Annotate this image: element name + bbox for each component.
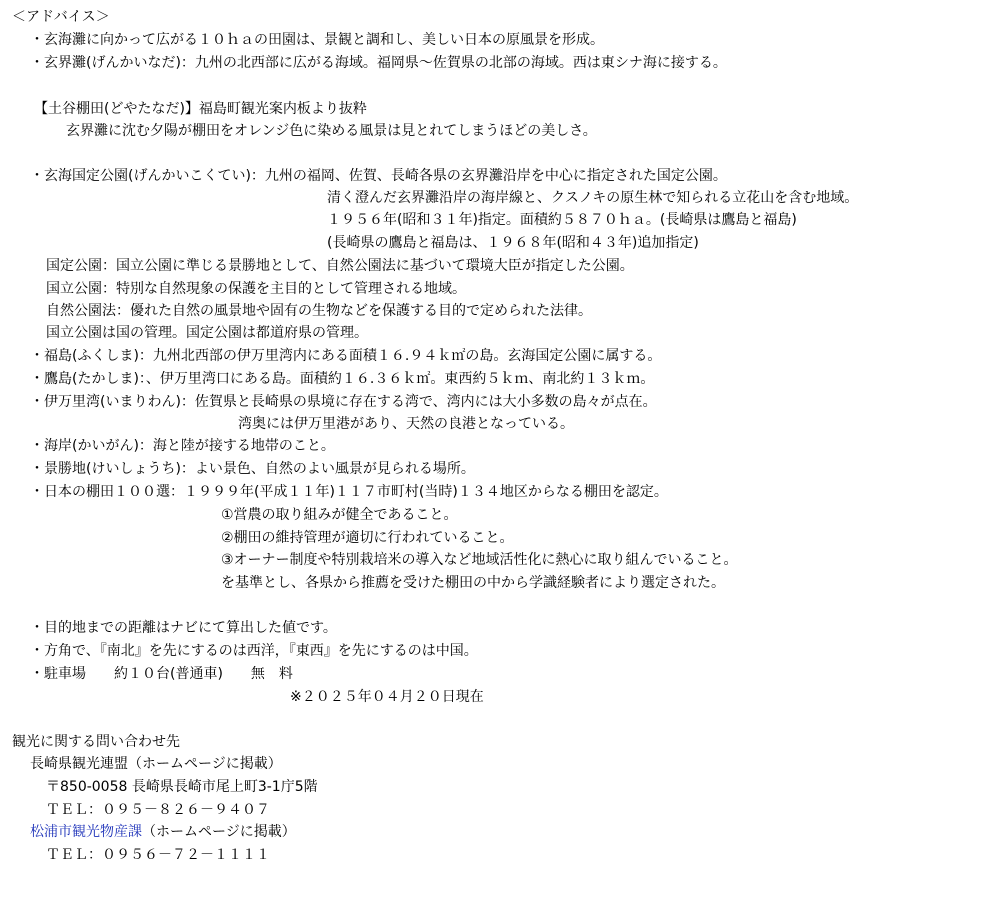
advice-heading: ＜アドバイス＞ [12, 9, 110, 25]
national-park-def: 国立公園：特別な自然現象の保護を主目的として管理される地域。 [46, 281, 466, 297]
genkai-park-line-4: (長崎県の鷹島と福島は、１９６８年(昭和４３年)追加指定) [327, 235, 699, 251]
genkai-park-line-1: ・玄海国定公園(げんかいこくてい)：九州の福岡、佐賀、長崎各県の玄界灘沿岸を中心に指定された国定公園。 [30, 168, 727, 184]
distance-note: ・目的地までの距離はナビにて算出した値です。 [30, 620, 337, 636]
quasi-national-park-def: 国定公園：国立公園に準じる景勝地として、自然公園法に基づいて環境大臣が指定した公園。 [46, 258, 634, 274]
contact-address: 〒850-0058 長崎県長崎市尾上町3-1庁5階 [46, 779, 318, 795]
contact-tel-nagasaki: ＴＥＬ：０９５－８２６－９４０７ [46, 802, 270, 818]
imari-bay-line-1: ・伊万里湾(いまりわん)：佐賀県と長崎県の県境に存在する湾で、湾内には大小多数の島々が点在。 [30, 394, 657, 410]
advice-bullet-genkainada-fields: ・玄海灘に向かって広がる１０ｈａの田園は、景観と調和し、美しい日本の原風景を形成。 [30, 32, 604, 48]
tanada-100-criterion-1: ①営農の取り組みが健全であること。 [221, 507, 458, 523]
matsuura-tourism-link[interactable]: 松浦市観光物産課 [30, 824, 142, 840]
takashima-note: ・鷹島(たかしま)：、伊万里湾口にある島。面積約１６.３６ｋ㎡。東西約５ｋｍ、南北約１３ｋｍ。 [30, 371, 655, 387]
matsuura-suffix: （ホームページに掲載） [142, 824, 296, 840]
parking-note: ・駐車場 約１０台(普通車) 無 料 [30, 666, 293, 682]
advice-bullet-genkainada: ・玄界灘(げんかいなだ)：九州の北西部に広がる海域。福岡県～佐賀県の北部の海域。西は東シナ海に接する。 [30, 55, 727, 71]
keishochi-note: ・景勝地(けいしょうち)：よい景色、自然のよい風景が見られる場所。 [30, 461, 475, 477]
fukushima-note: ・福島(ふくしま)：九州北西部の伊万里湾内にある面積１６.９４ｋ㎡の島。玄海国定公園に属する。 [30, 348, 662, 364]
tanada-100-line-5: を基準とし、各県から推薦を受けた棚田の中から学識経験者により選定された。 [221, 575, 725, 591]
kaigan-note: ・海岸(かいがん)：海と陸が接する地帯のこと。 [30, 438, 335, 454]
tanada-100-criterion-2: ②棚田の維持管理が適切に行われていること。 [221, 530, 514, 546]
contact-org-nagasaki: 長崎県観光連盟（ホームページに掲載） [30, 756, 282, 772]
quote-text: 玄界灘に沈む夕陽が棚田をオレンジ色に染める風景は見とれてしまうほどの美しさ。 [66, 123, 597, 139]
contact-org-matsuura [30, 821, 296, 843]
genkai-park-line-2: 清く澄んだ玄界灘沿岸の海岸線と、クスノキの原生林で知られる立花山を含む地域。 [327, 190, 859, 206]
park-management-note: 国立公園は国の管理。国定公園は都道府県の管理。 [46, 325, 368, 341]
contact-heading: 観光に関する問い合わせ先 [12, 734, 180, 750]
direction-note: ・方角で、『南北』を先にするのは西洋，『東西』を先にするのは中国。 [30, 643, 478, 659]
tanada-100-line-1: ・日本の棚田１００選：１９９９年(平成１１年)１１７市町村(当時)１３４地区からなる棚田を認定。 [30, 484, 668, 500]
genkai-park-line-3: １９５６年(昭和３１年)指定。面積約５８７０ｈａ。(長崎県は鷹島と福島) [327, 212, 797, 228]
tanada-100-criterion-3: ③オーナー制度や特別栽培米の導入など地域活性化に熱心に取り組んでいること。 [221, 552, 738, 568]
nature-park-law-def: 自然公園法：優れた自然の風景地や固有の生物などを保護する目的で定められた法律。 [46, 303, 592, 319]
imari-bay-line-2: 湾奥には伊万里港があり、天然の良港となっている。 [238, 416, 574, 432]
contact-tel-matsuura: ＴＥＬ：０９５６－７２－１１１１ [46, 847, 270, 863]
quote-title: 【土谷棚田(どやたなだ)】福島町観光案内板より抜粋 [34, 101, 367, 117]
as-of-date: ※２０２５年０４月２０日現在 [290, 689, 484, 705]
